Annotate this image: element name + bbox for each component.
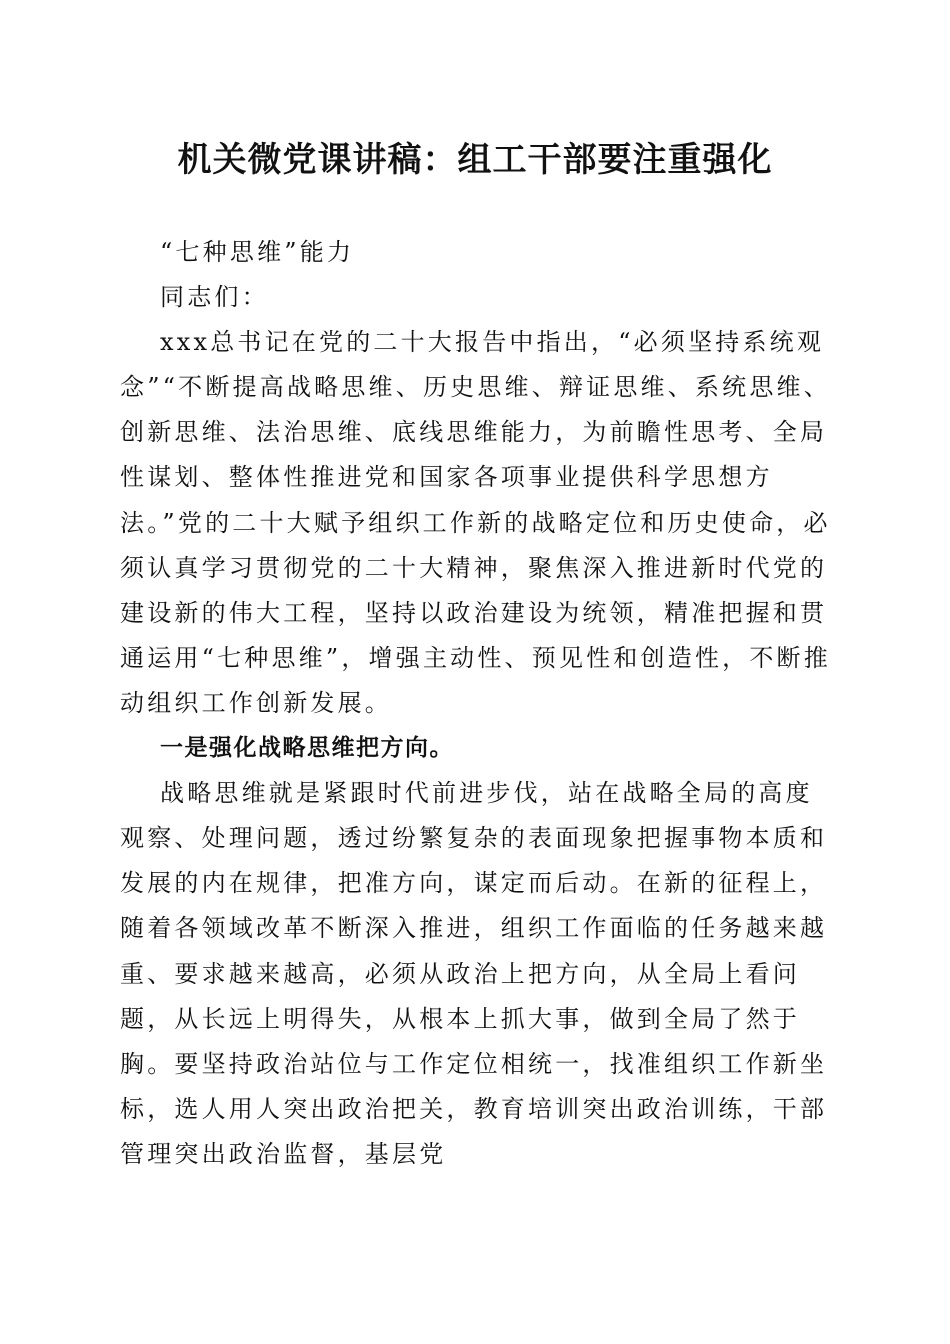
document-subtitle: “七种思维”能力 [160, 238, 355, 266]
section-heading-strategic-thinking: 一是强化战略思维把方向。 [160, 735, 454, 762]
greeting: 同志们： [160, 283, 269, 312]
document-body [120, 230, 832, 1177]
section-paragraph-strategic-thinking: 战略思维就是紧跟时代前进步伐，站在战略全局的高度观察、处理问题，透过纷繁复杂的表面现象把握事物本质和发展的内在规律，把准方向，谋定而后动。在新的征程上，随着各领域改革不断深入推进，组织工作面临的任务越来越重、要求越来越高，必须从政治上把方向，从全局上看问题，从长远上明得失，从根本上抓大事，做到全局了然于胸。要坚持政治站位与工作定位相统一，找准组织工作新坐标，选人用人突出政治把关，教育培训突出政治训练，干部管理突出政治监督，基层党 [120, 779, 828, 1168]
document-title: 机关微党课讲稿：组工干部要注重强化 [177, 140, 773, 180]
intro-paragraph: xxx总书记在党的二十大报告中指出，“必须坚持系统观念”“不断提高战略思维、历史思维、辩证思维、系统思维、创新思维、法治思维、底线思维能力，为前瞻性思考、全局性谋划、整体性推进党和国家各项事业提供科学思想方法。”党的二十大赋予组织工作新的战略定位和历史使命，必须认真学习贯彻党的二十大精神，聚焦深入推进新时代党的建设新的伟大工程，坚持以政治建设为统领，精准把握和贯通运用“七种思维”，增强主动性、预见性和创造性，不断推动组织工作创新发展。 [120, 328, 831, 717]
